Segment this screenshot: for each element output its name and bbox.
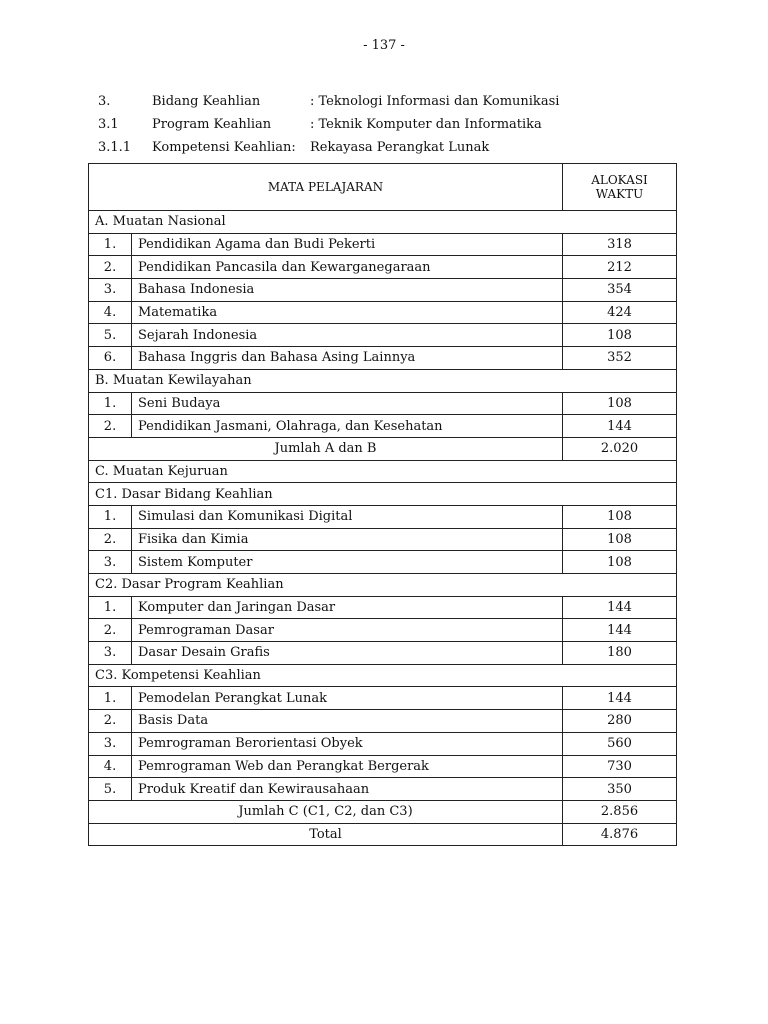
row-number: 2.: [89, 528, 132, 551]
row-number: 2.: [89, 256, 132, 279]
table-row: [89, 755, 677, 778]
row-number: 2.: [89, 415, 132, 438]
table-row: [89, 301, 677, 324]
row-number: 1.: [89, 505, 132, 528]
row-time-allocation: 144: [563, 619, 677, 642]
row-time-allocation: 180: [563, 642, 677, 665]
row-time-allocation: 108: [563, 528, 677, 551]
heading-value: : Teknologi Informasi dan Komunikasi: [310, 93, 560, 109]
heading-label: Kompetensi Keahlian:: [152, 139, 296, 155]
table-row: [89, 233, 677, 256]
row-subject: Pendidikan Pancasila dan Kewarganegaraan: [132, 256, 563, 279]
heading-value: Rekayasa Perangkat Lunak: [310, 139, 490, 155]
row-number: 3.: [89, 551, 132, 574]
row-time-allocation: 352: [563, 347, 677, 370]
table-row: [89, 415, 677, 438]
row-time-allocation: 144: [563, 596, 677, 619]
table-row: [89, 324, 677, 347]
table-header-row: [89, 164, 677, 211]
table-row: [89, 710, 677, 733]
row-number: 2.: [89, 619, 132, 642]
row-time-allocation: 730: [563, 755, 677, 778]
row-number: 5.: [89, 778, 132, 801]
row-subject: Fisika dan Kimia: [132, 528, 563, 551]
row-time-allocation: 144: [563, 687, 677, 710]
table-row: [89, 642, 677, 665]
row-number: 1.: [89, 392, 132, 415]
row-subject: Dasar Desain Grafis: [132, 642, 563, 665]
row-time-allocation: 108: [563, 392, 677, 415]
row-number: 6.: [89, 347, 132, 370]
table-row: [89, 528, 677, 551]
table-row: [89, 596, 677, 619]
row-time-allocation: 108: [563, 505, 677, 528]
table-row: [89, 505, 677, 528]
total-label: Jumlah C (C1, C2, dan C3): [89, 800, 563, 823]
table-row: [89, 551, 677, 574]
header-time-line2: WAKTU: [595, 187, 644, 201]
row-subject: Matematika: [132, 301, 563, 324]
row-subject: Bahasa Indonesia: [132, 279, 563, 302]
section-row: [89, 369, 677, 392]
heading-bidang-keahlian: [98, 90, 698, 112]
table-row: [89, 687, 677, 710]
section-label: B. Muatan Kewilayahan: [89, 369, 677, 392]
section-row: [89, 211, 677, 234]
row-number: 1.: [89, 596, 132, 619]
row-number: 5.: [89, 324, 132, 347]
row-number: 3.: [89, 279, 132, 302]
total-row: [89, 823, 677, 846]
section-label: C3. Kompetensi Keahlian: [89, 664, 677, 687]
section-row: [89, 574, 677, 597]
heading-label: Bidang Keahlian: [152, 93, 261, 109]
row-time-allocation: 212: [563, 256, 677, 279]
row-subject: Komputer dan Jaringan Dasar: [132, 596, 563, 619]
header-subject: MATA PELAJARAN: [89, 164, 563, 211]
row-number: 4.: [89, 755, 132, 778]
heading-number: 3.1: [98, 116, 119, 132]
section-label: C. Muatan Kejuruan: [89, 460, 677, 483]
row-time-allocation: 108: [563, 324, 677, 347]
row-subject: Pendidikan Agama dan Budi Pekerti: [132, 233, 563, 256]
section-label: A. Muatan Nasional: [89, 211, 677, 234]
total-value: 2.856: [563, 800, 677, 823]
table-row: [89, 392, 677, 415]
total-value: 4.876: [563, 823, 677, 846]
row-time-allocation: 108: [563, 551, 677, 574]
row-time-allocation: 280: [563, 710, 677, 733]
row-number: 1.: [89, 233, 132, 256]
row-subject: Pendidikan Jasmani, Olahraga, dan Kesehatan: [132, 415, 563, 438]
row-subject: Sejarah Indonesia: [132, 324, 563, 347]
total-label: Total: [89, 823, 563, 846]
section-row: [89, 664, 677, 687]
header-time-allocation: [563, 164, 677, 211]
table-row: [89, 256, 677, 279]
table-row: [89, 347, 677, 370]
heading-program-keahlian: [98, 113, 698, 135]
table-row: [89, 732, 677, 755]
table-body: [89, 211, 677, 846]
row-subject: Pemrograman Dasar: [132, 619, 563, 642]
page-number: - 137 -: [363, 38, 405, 53]
row-time-allocation: 424: [563, 301, 677, 324]
row-number: 3.: [89, 642, 132, 665]
row-subject: Seni Budaya: [132, 392, 563, 415]
total-row: [89, 437, 677, 460]
row-subject: Produk Kreatif dan Kewirausahaan: [132, 778, 563, 801]
table-row: [89, 778, 677, 801]
row-number: 3.: [89, 732, 132, 755]
row-subject: Simulasi dan Komunikasi Digital: [132, 505, 563, 528]
row-time-allocation: 144: [563, 415, 677, 438]
heading-label: Program Keahlian: [152, 116, 272, 132]
table-row: [89, 619, 677, 642]
heading-number: 3.1.1: [98, 139, 132, 155]
section-row: [89, 460, 677, 483]
row-subject: Bahasa Inggris dan Bahasa Asing Lainnya: [132, 347, 563, 370]
row-time-allocation: 354: [563, 279, 677, 302]
section-label: C1. Dasar Bidang Keahlian: [89, 483, 677, 506]
row-subject: Pemrograman Berorientasi Obyek: [132, 732, 563, 755]
row-time-allocation: 318: [563, 233, 677, 256]
row-subject: Pemrograman Web dan Perangkat Bergerak: [132, 755, 563, 778]
row-time-allocation: 350: [563, 778, 677, 801]
total-label: Jumlah A dan B: [89, 437, 563, 460]
section-label: C2. Dasar Program Keahlian: [89, 574, 677, 597]
section-row: [89, 483, 677, 506]
total-value: 2.020: [563, 437, 677, 460]
row-number: 2.: [89, 710, 132, 733]
row-subject: Sistem Komputer: [132, 551, 563, 574]
row-number: 1.: [89, 687, 132, 710]
heading-value: : Teknik Komputer dan Informatika: [310, 116, 542, 132]
curriculum-table: [88, 163, 677, 846]
table-row: [89, 279, 677, 302]
total-row: [89, 800, 677, 823]
heading-kompetensi-keahlian: [98, 136, 698, 158]
row-subject: Basis Data: [132, 710, 563, 733]
header-time-line1: ALOKASI: [591, 173, 648, 187]
row-number: 4.: [89, 301, 132, 324]
row-subject: Pemodelan Perangkat Lunak: [132, 687, 563, 710]
heading-number: 3.: [98, 93, 111, 109]
row-time-allocation: 560: [563, 732, 677, 755]
